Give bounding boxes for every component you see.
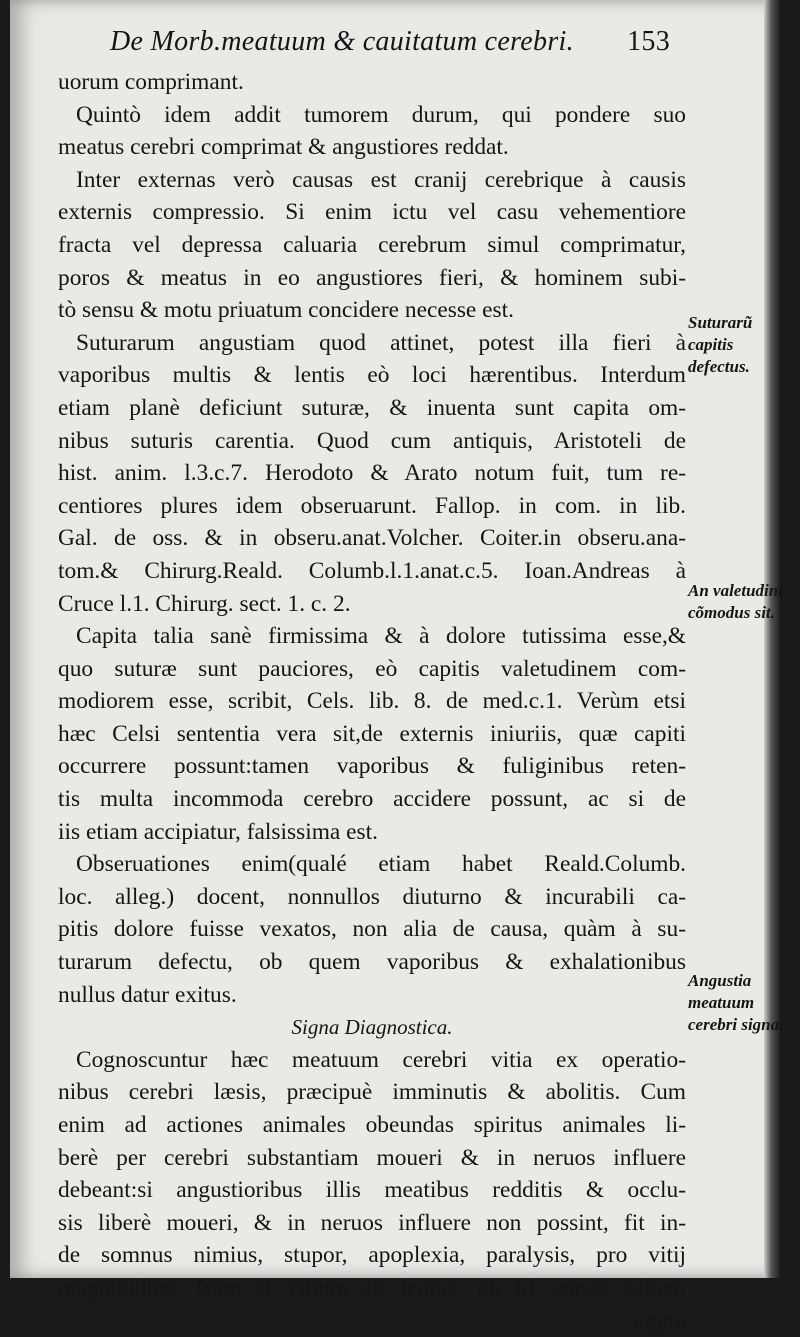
- text-line: iis etiam accipiatur, falsissima est.: [58, 818, 378, 845]
- margin-note-valetudini: An valetudini cõmodus sit.: [688, 581, 783, 622]
- text-line: nibus cerebri læsis, præcipuè imminutis & abolitis. Cum: [58, 1079, 686, 1106]
- page-edge-shadow: [764, 0, 782, 1278]
- text-line: magnitudine. Nam si vitium sit leuius, ob id sensus saltem: [58, 1274, 686, 1301]
- page-number: 153: [627, 26, 670, 57]
- text-line: enim ad actiones animales obeundas spiritus animales li-: [58, 1112, 686, 1138]
- section-heading: Signa Diagnostica.: [291, 1015, 453, 1040]
- catchword: aggra: [634, 1307, 686, 1334]
- text-line: nibus suturis carentia. Quod cum antiquis, Aristoteli de: [58, 427, 686, 454]
- text-line: Capita talia sanè firmissima & à dolore tutissima esse,&: [76, 623, 686, 650]
- text-line: debeant:si angustioribus illis meatibus redditis & occlu-: [58, 1177, 686, 1204]
- text-line: fracta vel depressa caluaria cerebrum simul comprimatur,: [58, 231, 686, 258]
- text-line: berè per cerebri substantiam moueri & in neruos influere: [58, 1144, 686, 1171]
- text-line: hæc Celsi sententia vera sit,de externis iniuriis, quæ capiti: [58, 720, 686, 747]
- running-title: De Morb.meatuum & cauitatum cerebri.: [110, 26, 574, 57]
- text-line: Obseruationes enim(qualé etiam habet Reald.Columb.: [76, 851, 686, 878]
- text-line: Cognoscuntur hæc meatuum cerebri vitia ex operatio-: [76, 1046, 686, 1073]
- text-line: etiam planè deficiunt suturæ, & inuenta sunt capita om-: [58, 394, 686, 421]
- text-line: occurrere possunt:tamen vaporibus & fuliginibus reten-: [58, 753, 686, 780]
- book-page: [10, 0, 784, 1334]
- text-body: [58, 66, 686, 1337]
- margin-note-suturarum: Suturarũ capitis defectus.: [688, 313, 753, 376]
- text-line: Cruce l.1. Chirurg. sect. 1. c. 2.: [58, 590, 351, 617]
- text-line: quo suturæ sunt pauciores, eò capitis valetudinem com-: [58, 655, 686, 682]
- text-line: uorum comprimant.: [58, 69, 244, 95]
- text-line: sis liberè moueri, & in neruos influere non possint, fit in-: [58, 1209, 686, 1236]
- text-line: pitis dolore fuisse vexatos, non alia de causa, quàm à su-: [58, 916, 686, 943]
- text-line: meatus cerebri comprimat & angustiores reddat.: [58, 134, 509, 161]
- text-line: vaporibus multis & lentis eò loci hærentibus. Interdum: [58, 362, 686, 389]
- text-line: centiores plures idem obseruarunt. Fallop. in com. in lib.: [58, 492, 686, 519]
- text-line: hist. anim. l.3.c.7. Herodoto & Arato notum fuit, tum re-: [58, 460, 686, 487]
- text-line: Inter externas verò causas est cranij cerebrique à causis: [76, 166, 686, 193]
- text-line: nullus datur exitus.: [58, 981, 237, 1008]
- text-line: Gal. de oss. & in obseru.anat.Volcher. Coiter.in obseru.ana-: [58, 525, 686, 552]
- text-line: poros & meatus in eo angustiores fieri, & hominem subi-: [58, 264, 686, 291]
- margin-note-signa: Angustia meatuum cerebri signa.: [688, 971, 784, 1034]
- text-line: loc. alleg.) docent, nonnullos diuturno & incurabili ca-: [58, 883, 686, 910]
- text-line: tò sensu & motu priuatum concidere necesse est.: [58, 297, 514, 324]
- text-line: turarum defectu, ob quem vaporibus & exhalationibus: [58, 949, 686, 976]
- text-line: tom.& Chirurg.Reald. Columb.l.1.anat.c.5. Ioan.Andreas à: [58, 557, 686, 584]
- text-line: externis compressio. Si enim ictu vel casu vehementiore: [58, 199, 686, 226]
- text-line: modiorem esse, scribit, Cels. lib. 8. de med.c.1. Verùm etsi: [58, 688, 686, 715]
- running-header: [110, 26, 670, 58]
- text-line: tis multa incommoda cerebro accidere possunt, ac si de: [58, 786, 686, 813]
- text-line: Quintò idem addit tumorem durum, qui pondere suo: [76, 101, 686, 128]
- text-line: de somnus nimius, stupor, apoplexia, paralysis, pro vitij: [58, 1242, 686, 1269]
- text-line: Suturarum angustiam quod attinet, potest illa fieri à: [76, 329, 686, 356]
